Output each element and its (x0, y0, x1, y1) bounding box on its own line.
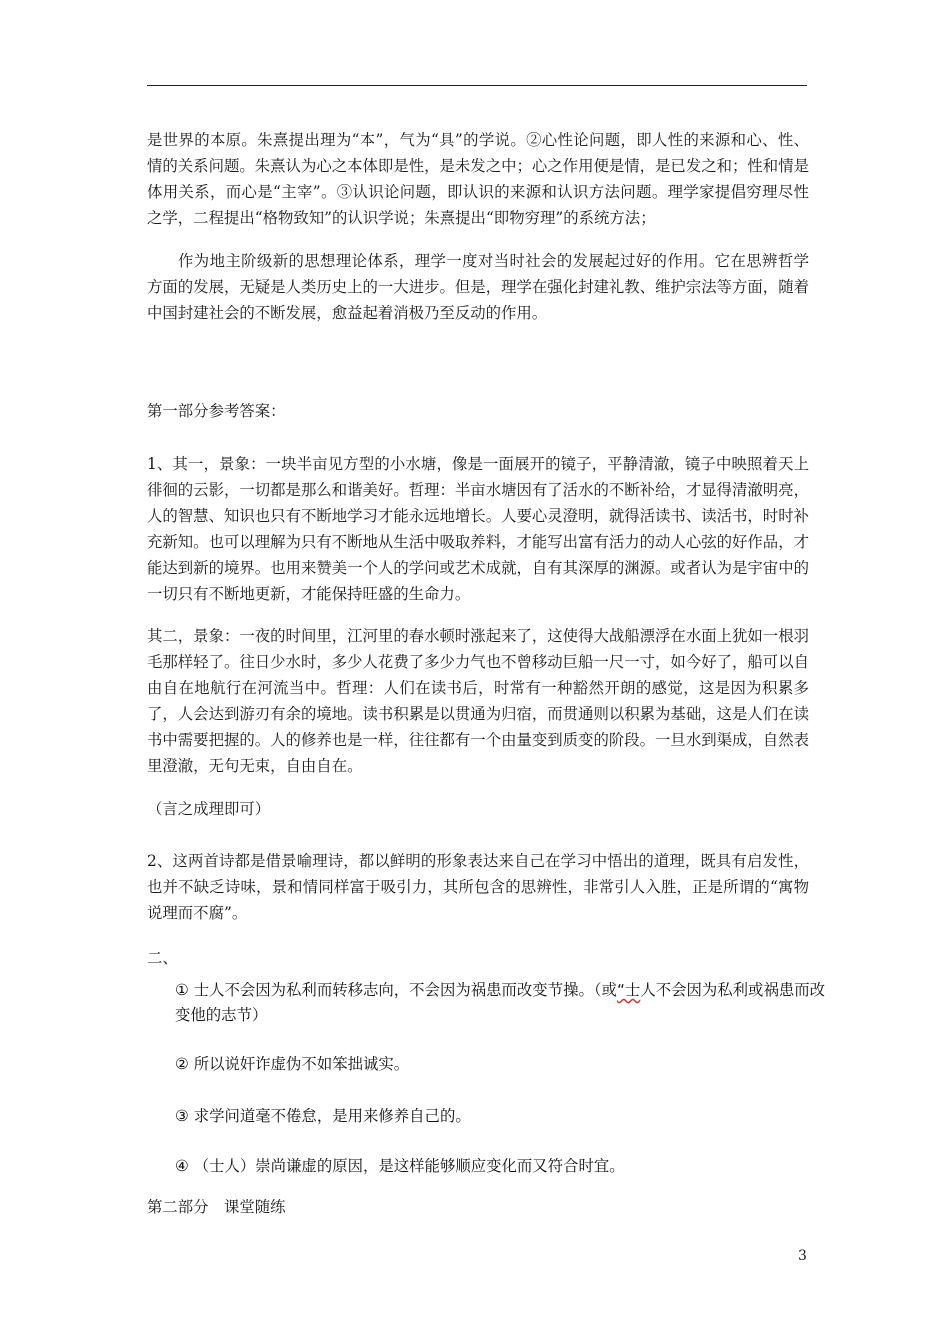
answer-1-poem-one: 1、其一，景象：一块半亩见方型的小水塘，像是一面展开的镜子，平静清澈，镜子中映照着天上徘徊的云影，一切都是那么和谐美好。哲理：半亩水塘因有了活水的不断补给，才显得清澈明亮，人的智慧、知识也只有不断地学习才能永远地增长。人要心灵澄明，就得活读书、读活书，时时补充新知。也可以理解为只有不断地从生活中吸取养料，才能写出富有活力的动人心弦的好作品，才能达到新的境界。也用来赞美一个人的学问或艺术成就，自有其深厚的渊源。或者认为是宇宙中的一切只有不断地更新，才能保持旺盛的生命力。 (147, 455, 809, 603)
spellcheck-underlined-text: “士 (616, 981, 641, 999)
paragraph-lixue-2: 作为地主阶级新的思想理论体系，理学一度对当时社会的发展起过好的作用。它在思辨哲学方面的发展，无疑是人类历史上的一大进步。但是，理学在强化封建礼教、维护宗法等方面，随着中国封建社会的不断发展，愈益起着消极乃至反动的作用。 (147, 252, 809, 322)
page-number: 3 (798, 1248, 807, 1264)
section-heading-two: 二、 (147, 949, 178, 967)
translation-answer-1-main: ① 士人不会因为私利而转移志向，不会因为祸患而改变节操。（或 (175, 981, 617, 999)
answer-2: 2、这两首诗都是借景喻理诗，都以鲜明的形象表达来自己在学习中悟出的道理，既具有启发性，也并不缺乏诗味，景和情同样富于吸引力，其所包含的思辨性，非常引人入胜，正是所谓的“寓物说理而不腐”。 (147, 852, 809, 922)
translation-answer-2: ② 所以说奸诈虚伪不如笨拙诚实。 (175, 1055, 410, 1073)
translation-answer-4: ④ （士人）崇尚谦虚的原因，是这样能够顺应变化而又符合时宜。 (175, 1157, 625, 1175)
section-heading-part2: 第二部分 课堂随练 (147, 1198, 286, 1216)
answer-note: （言之成理即可） (147, 800, 271, 818)
translation-answer-1-rest: 人不会因为私利或祸患而改变他的志节） (175, 981, 826, 1024)
translation-answer-3: ③ 求学问道毫不倦怠，是用来修养自己的。 (175, 1107, 471, 1125)
header-rule (147, 85, 807, 86)
answer-1-poem-two: 其二，景象：一夜的时间里，江河里的春水顿时涨起来了，这使得大战船漂浮在水面上犹如一根羽毛那样轻了。往日少水时，多少人花费了多少力气也不曾移动巨船一尺一寸，如今好了，船可以自由自在地航行在河流当中。哲理：人们在读书后，时常有一种豁然开朗的感觉，这是因为积累多了，人会达到游刃有余的境地。读书积累是以贯通为归宿，而贯通则以积累为基础，这是人们在读书中需要把握的。人的修养也是一样，往往都有一个由量变到质变的阶段。一旦水到渠成，自然表里澄澈，无句无束，自由自在。 (147, 627, 809, 775)
paragraph-lixue-1: 是世界的本原。朱熹提出理为“本”，气为“具”的学说。②心性论问题，即人性的来源和心、性、情的关系问题。朱熹认为心之本体即是性，是未发之中；心之作用便是情，是已发之和；性和情是体用关系，而心是“主宰”。③认识论问题，即认识的来源和认识方法问题。理学家提倡穷理尽性之学，二程提出“格物致知”的认识学说；朱熹提出“即物穷理”的系统方法； (147, 131, 809, 227)
section-heading-part1-answers: 第一部分参考答案： (147, 402, 286, 420)
translation-answer-1 (175, 978, 835, 1028)
